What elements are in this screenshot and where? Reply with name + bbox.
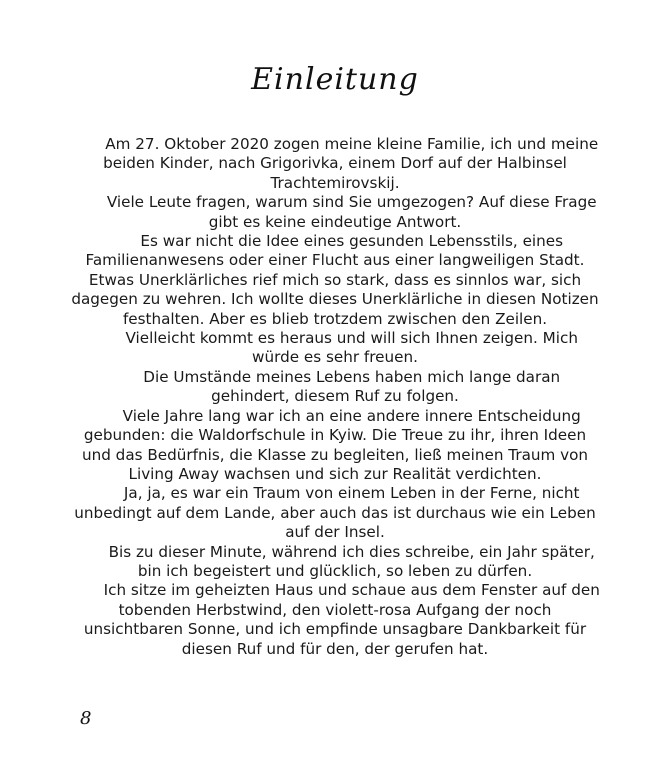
chapter-body xyxy=(70,135,600,659)
chapter-title: Einleitung xyxy=(251,62,419,97)
paragraph: Ich sitze im geheizten Haus und schaue aus dem Fenster auf den tobenden Herbstwind, den violett-rosa Aufgang der noch unsichtbaren Sonne, und ich empfinde unsagbare Dankbarkeit für diesen Ruf und für den, der gerufen hat. xyxy=(83,581,600,658)
paragraph: Die Umstände meines Lebens haben mich lange daran gehindert, diesem Ruf zu folgen. xyxy=(143,367,561,406)
page-number: 8 xyxy=(80,708,92,729)
paragraph: Es war nicht die Idee eines gesunden Lebensstils, eines Familienanwesens oder einer Flucht aus einer langweiligen Stadt. Etwas Unerklärliches rief mich so stark, dass es sinnlos war, sich dagegen zu wehren. Ich wollte dieses Unerklärliche in diesen Notizen festhalten. Aber es blieb trotzdem zwischen den Zeilen. xyxy=(71,232,599,328)
paragraph: Ja, ja, es war ein Traum von einem Leben in der Ferne, nicht unbedingt auf dem Lande, aber auch das ist durchaus wie ein Leben auf der Insel. xyxy=(74,484,596,542)
paragraph: Viele Jahre lang war ich an eine andere innere Entscheidung gebunden: die Waldorfschule in Kyiw. Die Treue zu ihr, ihren Ideen und das Bedürfnis, die Klasse zu begleiten, ließ meinen Traum von Living Away wachsen und sich zur Realität verdichten. xyxy=(81,406,589,483)
paragraph: Vielleicht kommt es heraus und will sich Ihnen zeigen. Mich würde es sehr freuen. xyxy=(125,329,578,367)
paragraph: Bis zu dieser Minute, während ich dies schreibe, ein Jahr später, bin ich begeistert und glücklich, so leben zu dürfen. xyxy=(108,542,595,580)
paragraph: Am 27. Oktober 2020 zogen meine kleine Familie, ich und meine beiden Kinder, nach Grigorivka, einem Dorf auf der Halbinsel Trachtemirovskij. xyxy=(103,135,599,192)
paragraph: Viele Leute fragen, warum sind Sie umgezogen? Auf diese Frage gibt es keine eindeutige Antwort. xyxy=(106,193,597,231)
